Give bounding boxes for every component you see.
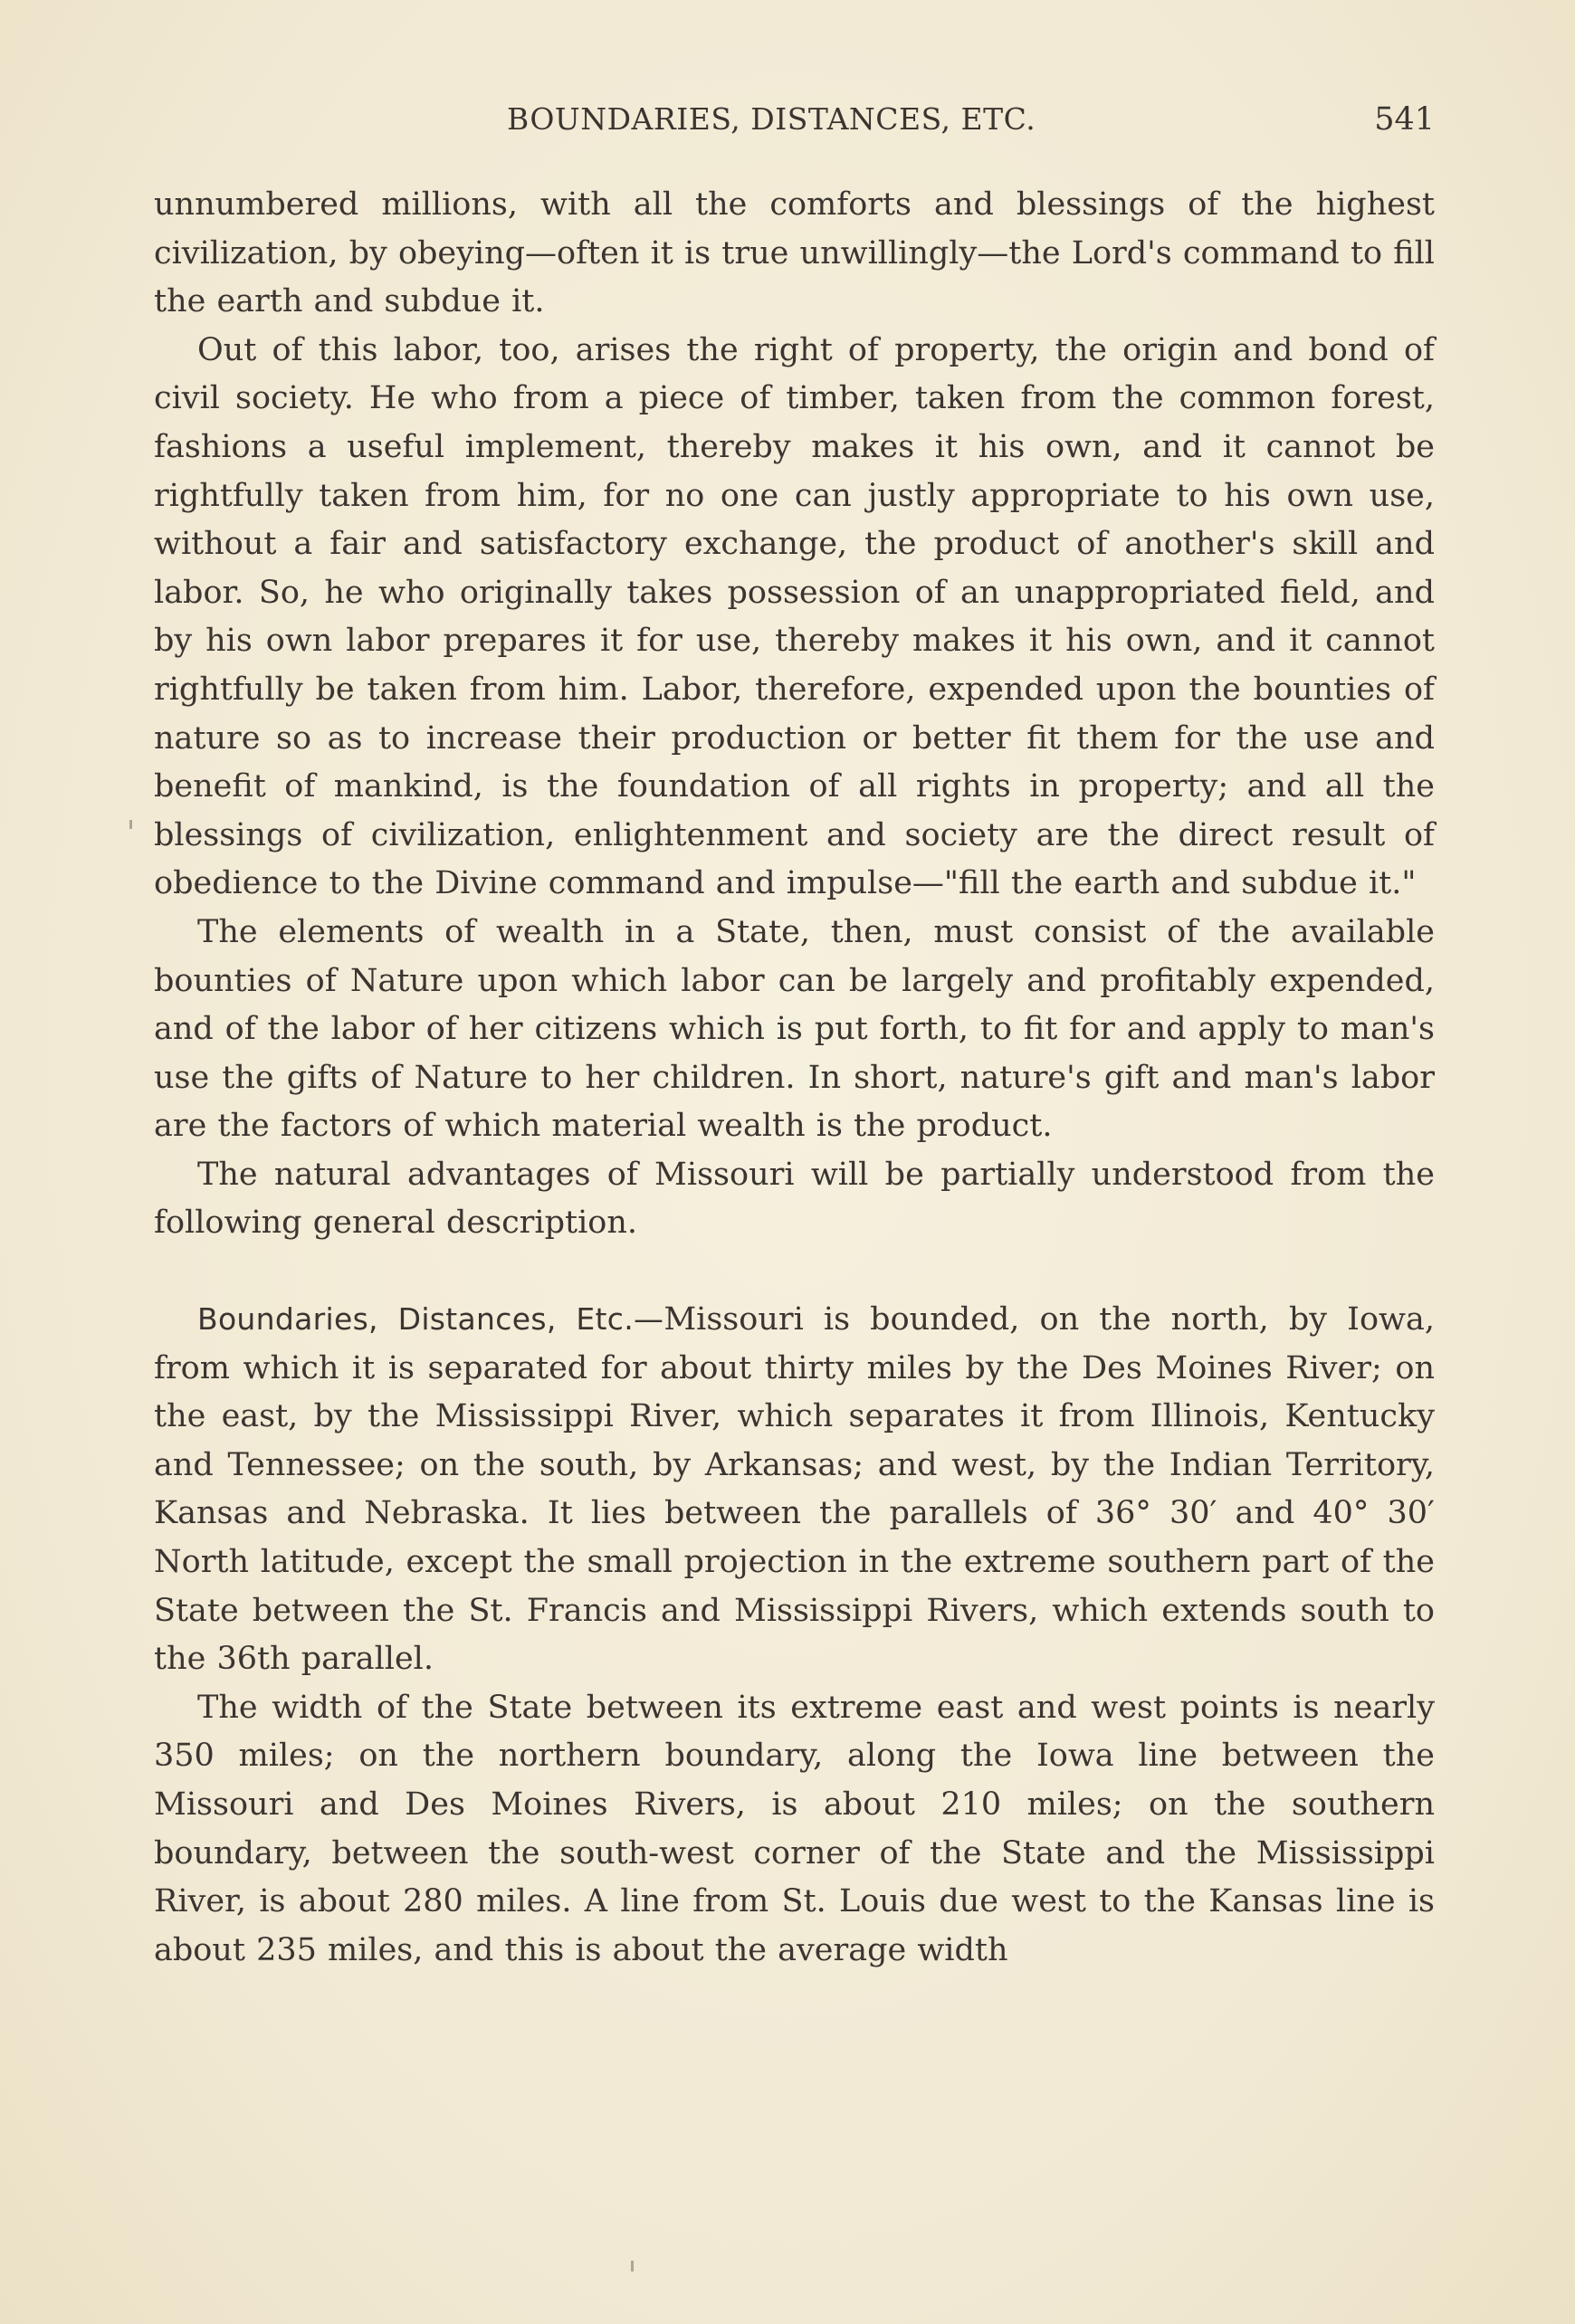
running-head	[154, 101, 1435, 147]
paragraph-natural-advantages: The natural advantages of Missouri will be partially understood from the following general description.	[154, 1156, 1435, 1242]
page-speck	[631, 2261, 634, 2272]
page-speck	[129, 820, 132, 829]
paragraph-continued: unnumbered millions, with all the comforts and blessings of the highest civilization, by obeying—often it is true unwillingly—the Lord's command to fill the earth and subdue it.	[154, 186, 1435, 320]
paragraph-boundaries	[154, 1295, 1435, 1684]
paragraph-width: The width of the State between its extreme east and west points is nearly 350 miles; on the northern boundary, along the Iowa line between the Missouri and Des Moines Rivers, is about 210 miles; on the southern boundary, between the south-west corner of the State and the Mississippi River, is about 280 miles. A line from St. Louis due west to the Kansas line is about 235 miles, and this is about the average width	[154, 1689, 1435, 1968]
running-title: BOUNDARIES, DISTANCES, ETC.	[507, 101, 1036, 137]
paragraph-property: Out of this labor, too, arises the right of property, the origin and bond of civil society. He who from a piece of timber, taken from the common forest, fashions a useful implement, thereby makes it his own, and it cannot be rightfully taken from him, for no one can justly appropriate to his own use, without a fair and satisfactory exchange, the product of another's skill and labor. So, he who originally takes possession of an unappropriated field, and by his own labor prepares it for use, thereby makes it his own, and it cannot rightfully be taken from him. Labor, therefore, expended upon the bounties of nature so as to increase their production or better fit them for the use and benefit of mankind, is the foundation of all rights in property; and all the blessings of civilization, enlightenment and society are the direct result of obedience to the Divine command and impulse—"fill the earth and subdue it."	[154, 331, 1435, 902]
body-text	[154, 181, 1435, 1975]
paragraph-wealth: The elements of wealth in a State, then, must consist of the available bounties of Nature upon which labor can be largely and profitably expended, and of the labor of her citizens which is put forth, to fit for and apply to man's use the gifts of Nature to her children. In short, nature's gift and man's labor are the factors of which material wealth is the product.	[154, 913, 1435, 1145]
paragraph-boundaries-text: Missouri is bounded, on the north, by Iowa, from which it is separated for about thirty miles by the Des Moines River; on the east, by the Mississippi River, which separates it from Illinois, Kentucky and Tennessee; on the south, by Arkansas; and west, by the Indian Territory, Kansas and Nebraska. It lies between the parallels of 36° 30′ and 40° 30′ North latitude, except the small projection in the extreme southern part of the State between the St. Francis and Mississippi Rivers, which extends south to the 36th parallel.	[154, 1301, 1435, 1678]
page-number: 541	[1374, 101, 1435, 138]
section-run-in-heading: Boundaries, Distances, Etc.—	[197, 1301, 664, 1338]
